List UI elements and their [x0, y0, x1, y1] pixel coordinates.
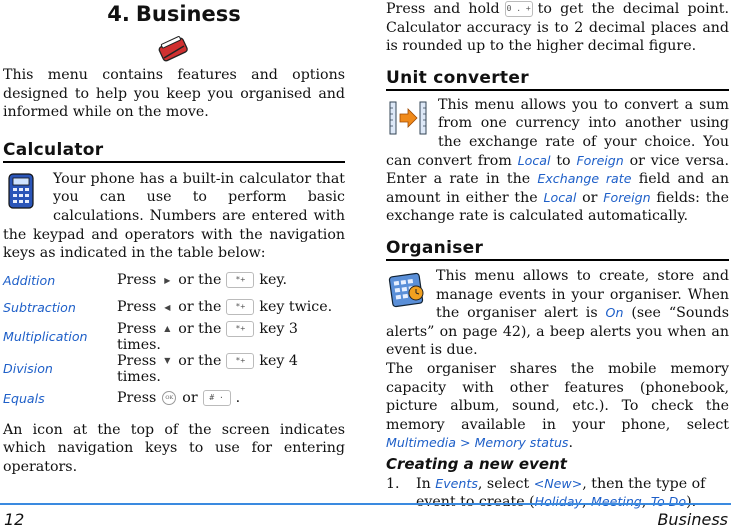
op-instruction: Press ▼ or the *+ key 4 times. — [117, 352, 298, 385]
nav-down-icon: ▼ — [164, 356, 171, 366]
op-instruction: Press ▲ or the *+ key 3 times. — [117, 320, 298, 353]
holiday-term: Holiday — [534, 494, 582, 510]
table-row — [3, 321, 345, 353]
table-row — [3, 353, 345, 385]
list-item: 1. In Events, select <New>, then the type of event to create (Holiday, Meeting, To Do). — [386, 475, 706, 511]
creating-event-heading: Creating a new event — [386, 454, 567, 473]
local-term: Local — [543, 189, 577, 205]
on-term: On — [605, 305, 624, 321]
op-label: Subtraction — [3, 299, 76, 315]
organiser-memory-text: The organiser shares the mobile memory capacity with other features (phonebook, picture album, sound, etc.). To check the memory available in your phone, select Multimedia > Memory status. — [386, 360, 729, 452]
page-number: 12 — [4, 510, 25, 529]
op-instruction: Press ▶ or the *+ key. — [117, 272, 288, 289]
business-icon-wrap — [3, 28, 345, 66]
chapter-number: 4. — [107, 2, 130, 26]
page-footer — [0, 503, 731, 531]
decimal-text: Press and hold 0 . + to get the decimal point. Calculator accuracy is to 2 decimal places and is rounded up to the higher decimal figure. — [386, 1, 729, 55]
op-label: Equals — [3, 390, 45, 406]
after-table-text: An icon at the top of the screen indicates which navigation keys to use for entering operators. — [3, 421, 345, 475]
unit-converter-heading: Unit converter — [386, 67, 729, 91]
nav-up-icon: ▲ — [164, 324, 171, 334]
events-term: Events — [435, 475, 478, 491]
intro-text: This menu contains features and options designed to help you keep you organised and informed while on the move. — [3, 67, 345, 121]
star-key-icon: *+ — [226, 299, 254, 315]
op-label: Addition — [3, 272, 56, 288]
table-row — [3, 267, 345, 294]
calculator-heading: Calculator — [3, 139, 345, 163]
zero-key-icon: 0 . + — [505, 1, 533, 17]
chapter-title — [3, 2, 345, 28]
hash-key-icon: # · — [203, 390, 231, 406]
star-key-icon: *+ — [226, 272, 254, 288]
organiser-heading: Organiser — [386, 237, 729, 261]
star-key-icon: *+ — [226, 353, 254, 369]
organiser-text: This menu allows to create, store and manage events in your organiser. When the organiser alert is On (see “Sounds alerts” on page 42), a beep alerts you when an event is due. — [386, 267, 729, 359]
todo-term: To Do — [650, 494, 687, 510]
chapter-name: Business — [135, 2, 241, 26]
memory-status-term: Multimedia > Memory status — [386, 435, 569, 451]
calculator-text: Your phone has a built-in calculator that you can use to perform basic calculations. Numbers are entered with the keypad and operators with the navigation keys as indicated in the table below: — [3, 170, 345, 262]
organiser-icon — [386, 269, 430, 309]
foreign-term: Foreign — [603, 189, 651, 205]
table-row — [3, 294, 345, 321]
op-label: Multiplication — [3, 329, 88, 345]
star-key-icon: *+ — [226, 321, 254, 337]
operators-table — [3, 267, 345, 412]
op-instruction: Press ◀ or the *+ key twice. — [117, 299, 333, 316]
calculator-icon — [3, 172, 47, 212]
table-row — [3, 385, 345, 412]
nav-right-icon: ▶ — [164, 275, 171, 285]
local-term: Local — [517, 152, 551, 168]
nav-left-icon: ◀ — [164, 302, 171, 312]
left-column — [3, 0, 345, 477]
op-label: Division — [3, 361, 53, 377]
foreign-term: Foreign — [576, 152, 624, 168]
meeting-term: Meeting — [591, 494, 642, 510]
ok-key-icon: OK — [162, 391, 176, 405]
new-term: <New> — [533, 475, 583, 491]
right-column — [386, 0, 729, 512]
footer-section: Business — [657, 510, 728, 529]
exchange-rate-term: Exchange rate — [537, 171, 632, 187]
op-instruction: Press OK or # · . — [117, 390, 241, 407]
business-icon — [156, 32, 192, 62]
converter-icon — [386, 98, 432, 140]
unit-converter-text: This menu allows you to convert a sum from one currency into another using the exchange rate of your choice. You can convert from Local to Foreign or vice versa. Enter a rate in the Exchange rate field and an amount in either the Local or Foreign fields: the exchange rate is calculated automatically. — [386, 96, 729, 225]
